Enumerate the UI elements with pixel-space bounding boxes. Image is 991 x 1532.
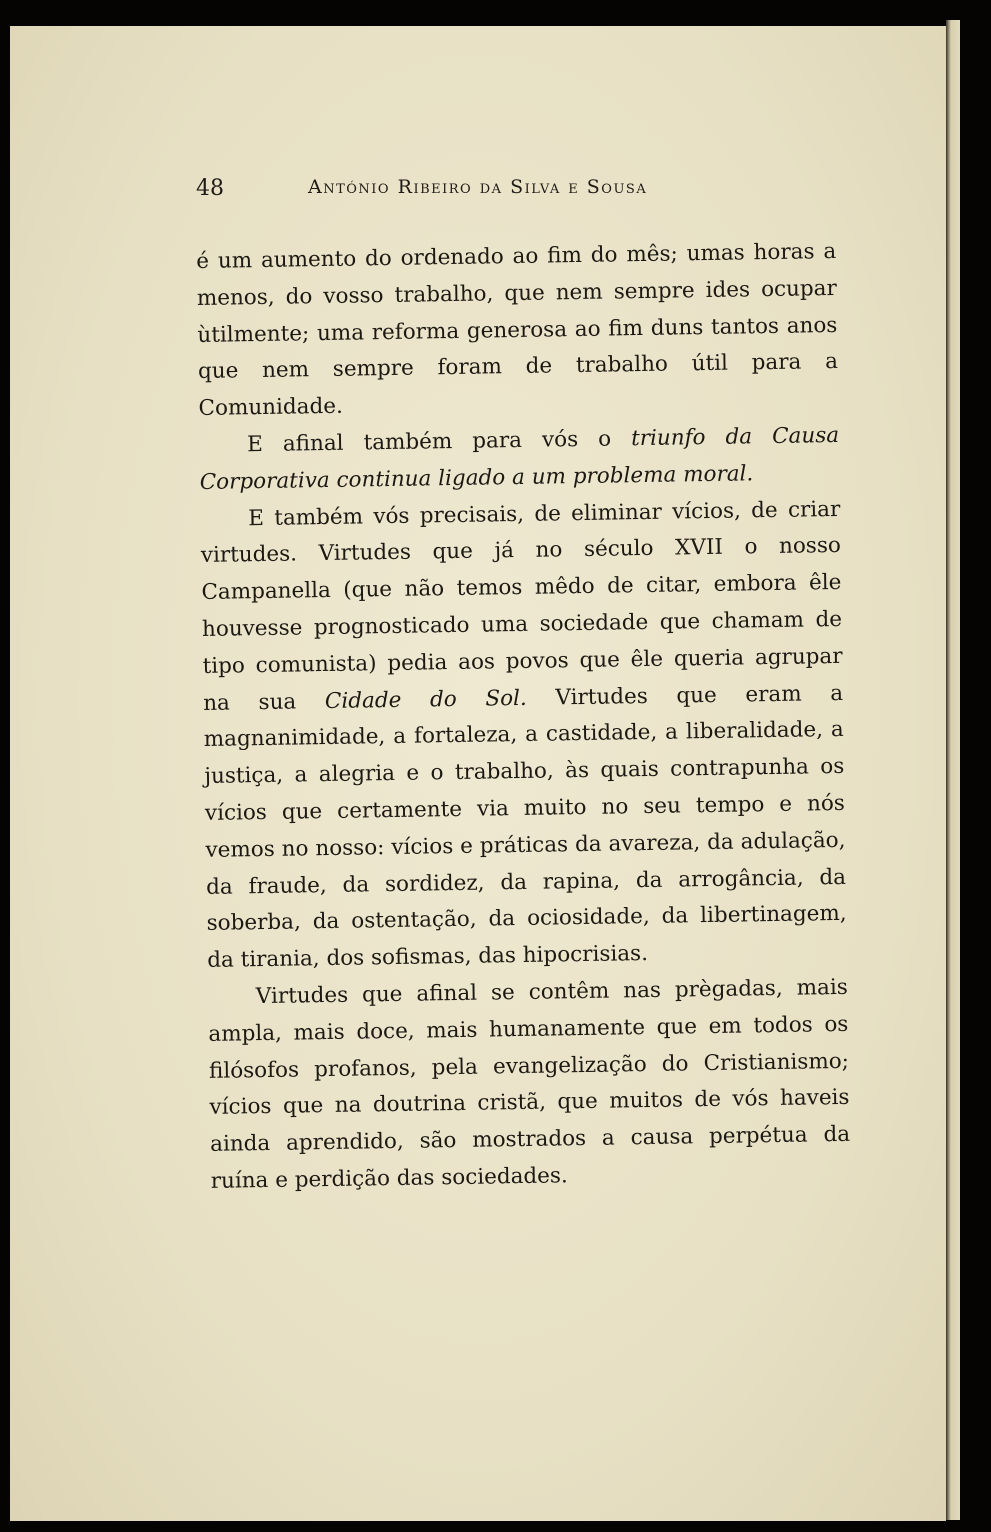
body-text — [196, 234, 851, 1201]
paragraph-4: Virtudes que afinal se contêm nas prègadas, mais ampla, mais doce, mais humanamente que em todos os filósofos profanos, pela evangelização do Cristianismo; vícios que na doutrina cristã, que muitos de vós haveis ainda aprendido, são mostrados a causa perpétua da ruína e perdição das sociedades. — [208, 974, 851, 1194]
running-head: António Ribeiro da Silva e Sousa — [308, 176, 648, 198]
page-header — [196, 172, 756, 212]
paragraph-3-text: E também vós precisais, de eliminar vícios, de criar virtudes. Virtudes que já no século XVII o nosso Campanella (que não temos mêdo de citar, embora êle houvesse prognosticado uma sociedade que chamam de tipo comunista) pedia aos povos que êle queria agrupar na sua — [200, 496, 843, 716]
paragraph-3-text-after: Virtudes que eram a magnanimidade, a fortaleza, a castidade, a liberalidade, a justiça, a alegria e o trabalho, às quais contrapunha os vícios que certamente via muito no seu tempo e nós vemos no nosso: vícios e práticas da avareza, da adulação, da fraude, da sordidez, da rapina, da arrogância, da soberba, da ostentação, da ociosidade, da libertinagem, da tirania, dos sofismas, das hipocrisias. — [203, 680, 847, 974]
paragraph-3-italic: Cidade do Sol. — [324, 685, 527, 714]
paragraph-1: é um aumento do ordenado ao fim do mês; umas horas a menos, do vosso trabalho, que nem sempre ides ocupar ùtilmente; uma reforma generosa ao fim duns tantos anos que nem sempre foram de trabalho útil para a Comunidade. — [196, 238, 839, 422]
paragraph-2-text: E afinal também para vós o — [246, 426, 632, 458]
paragraph-3 — [200, 491, 847, 979]
paragraph-2-italic: triunfo da Causa Corporativa continua ligado a um problema moral. — [199, 422, 840, 495]
paragraph-2 — [199, 418, 840, 502]
page-number: 48 — [196, 176, 224, 201]
next-page-edge — [946, 20, 960, 1520]
